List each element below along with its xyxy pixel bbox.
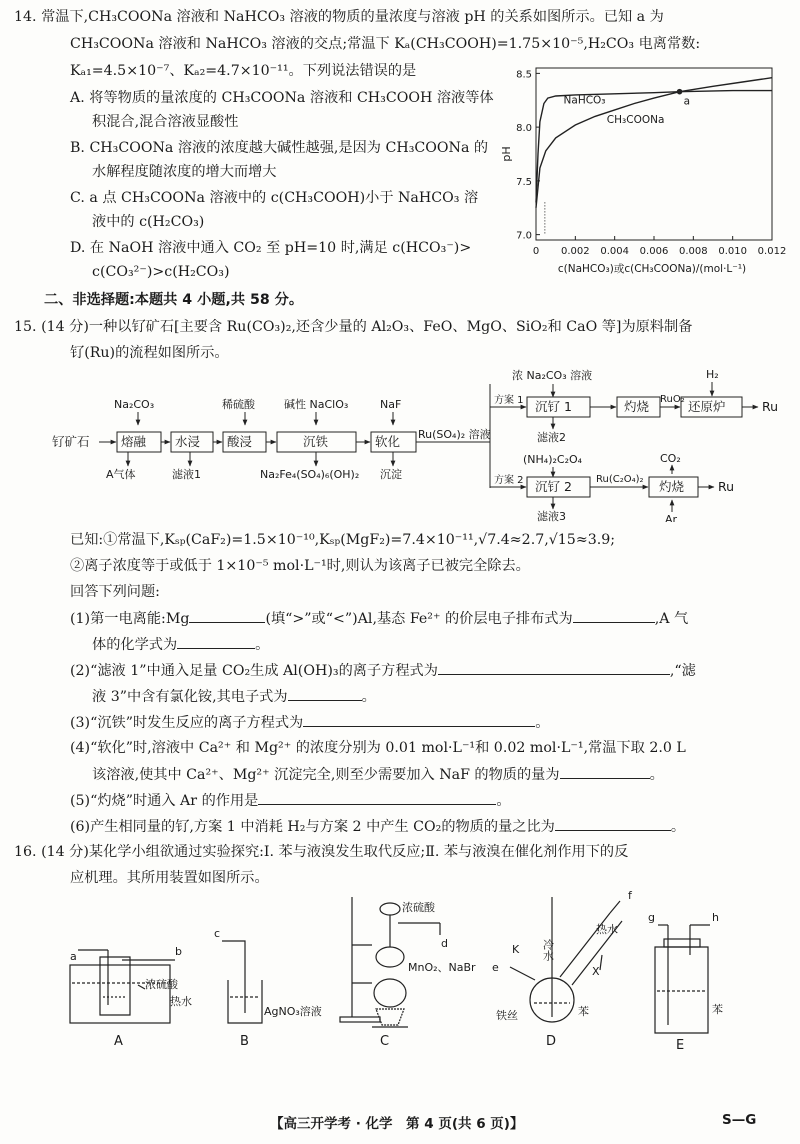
apparatus-d xyxy=(510,897,622,1022)
plan-1-mid: RuO₂ xyxy=(660,394,685,405)
port-x: X xyxy=(592,965,600,978)
q14-option-c: C. a 点 CH₃COONa 溶液中的 c(CH₃COOH)小于 NaHCO₃ 溶 xyxy=(70,190,479,206)
x-tick-label: 0.010 xyxy=(718,246,747,257)
answer-blank-1b[interactable] xyxy=(573,608,655,623)
apparatus-c-label: C xyxy=(380,1034,390,1049)
apparatus-e-label: E xyxy=(676,1038,685,1053)
plan-2-label: 方案 2 xyxy=(494,475,524,486)
q14-option-d: D. 在 NaOH 溶液中通入 CO₂ 至 pH=10 时,满足 c(HCO₃⁻)> xyxy=(70,240,472,256)
x-tick-label: 0.012 xyxy=(757,246,787,257)
plan-1-waste: 滤液2 xyxy=(537,431,566,444)
x-tick-label: 0.002 xyxy=(561,246,590,257)
q14-option-a: A. 将等物质的量浓度的 CH₃COONa 溶液和 CH₃COOH 溶液等体 xyxy=(70,90,494,106)
q15-6: (6)产生相同量的钌,方案 1 中消耗 H₂与方案 2 中产生 CO₂的物质的量之比为 。 xyxy=(70,816,685,837)
flow-step-3: 酸浸 xyxy=(227,434,253,449)
reagent-3: 碱性 NaClO₃ xyxy=(284,398,349,411)
x-tick-label: 0.004 xyxy=(600,246,629,257)
port-d: d xyxy=(441,937,448,950)
series-line-nahco3 xyxy=(536,91,772,203)
q15-5: (5)“灼烧”时通入 Ar 的作用是 。 xyxy=(70,790,511,811)
port-c: c xyxy=(214,927,221,940)
answer-blank-6[interactable] xyxy=(555,816,671,831)
answer-prompt: 回答下列问题: xyxy=(70,584,160,600)
flow-step-2: 水浸 xyxy=(175,434,201,449)
footer-code: S—G xyxy=(722,1112,757,1128)
out-1: A气体 xyxy=(106,468,136,481)
q15-4-line-1: (4)“软化”时,溶液中 Ca²⁺ 和 Mg²⁺ 的浓度分别为 0.01 mol·L⁻¹和 0.02 mol·L⁻¹,常温下取 2.0 L xyxy=(70,740,686,756)
y-tick-label: 8.5 xyxy=(516,69,532,81)
plan-1-reagent: 浓 Na₂CO₃ 溶液 xyxy=(512,369,593,382)
legend-nahco3: NaHCO₃ xyxy=(563,94,606,107)
y-tick-label: 7.5 xyxy=(516,176,532,188)
answer-blank-2a[interactable] xyxy=(438,660,670,675)
flow-mid: Ru(SO₄)₂ 溶液 xyxy=(418,428,491,441)
apparatus-e xyxy=(655,925,710,1033)
q14-option-b: B. CH₃COONa 溶液的浓度越大碱性越强,是因为 CH₃COONa 的 xyxy=(70,140,489,156)
flow-step-1: 熔融 xyxy=(121,434,147,449)
y-axis-label: pH xyxy=(500,146,513,162)
out-2: 滤液1 xyxy=(172,468,201,481)
q14-option-a-cont: 积混合,混合溶液显酸性 xyxy=(92,114,239,130)
port-f: f xyxy=(628,889,632,902)
x-axis-label: c(NaHCO₃)或c(CH₃COONa)/(mol·L⁻¹) xyxy=(557,263,747,275)
q14-line-2: CH₃COONa 溶液和 NaHCO₃ 溶液的交点;常温下 Kₐ(CH₃COOH)=1.75×10⁻⁵,H₂CO₃ 电离常数: xyxy=(70,36,701,52)
section-2-title: 二、非选择题:本题共 4 小题,共 58 分。 xyxy=(44,292,304,308)
flow-start: 钌矿石 xyxy=(52,434,90,449)
label-c-reagents: MnO₂、NaBr xyxy=(408,961,476,974)
label-d-hot-water: 热水 xyxy=(596,923,618,936)
plan-2-mid: Ru(C₂O₄)₂ xyxy=(596,474,644,485)
port-e: e xyxy=(492,961,499,974)
point-a-label: a xyxy=(683,95,691,108)
legend-ch3coona: CH₃COONa xyxy=(606,113,665,126)
answer-blank-5[interactable] xyxy=(258,790,496,805)
apparatus-b xyxy=(222,941,262,1023)
label-e-benzene: 苯 xyxy=(712,1003,723,1016)
answer-blank-1c[interactable] xyxy=(177,634,255,649)
label-d-iron: 铁丝 xyxy=(496,1009,518,1022)
plan-2-gas-out: CO₂ xyxy=(660,452,681,465)
flow-step-4: 沉铁 xyxy=(303,434,329,449)
x-tick-label: 0.008 xyxy=(679,246,708,257)
q15-intro-2: 钌(Ru)的流程如图所示。 xyxy=(70,345,229,361)
port-a: a xyxy=(70,950,77,963)
reagent-4: NaF xyxy=(380,398,402,411)
q14-option-b-cont: 水解程度随浓度的增大而增大 xyxy=(92,164,277,180)
plan-1-step-3: 还原炉 xyxy=(688,399,726,414)
reagent-2: 稀硫酸 xyxy=(222,398,255,411)
port-h: h xyxy=(712,911,719,924)
answer-blank-4[interactable] xyxy=(560,764,650,779)
q16-intro-1: 16. (14 分)某化学小组欲通过实验探究:Ⅰ. 苯与液溴发生取代反应;Ⅱ. 苯与液溴在催化剂作用下的反 xyxy=(14,844,629,860)
plan-2-step-1: 沉钌 2 xyxy=(535,479,572,494)
q15-4-line-2: 该溶液,使其中 Ca²⁺、Mg²⁺ 沉淀完全,则至少需要加入 NaF 的物质的量为 。 xyxy=(92,764,664,785)
label-d-cold-water: 冷水 xyxy=(541,939,555,961)
out-4: 沉淀 xyxy=(380,468,402,481)
plan-1-gas: H₂ xyxy=(706,368,719,381)
port-k: K xyxy=(512,943,520,956)
q15-1-line-1: (1)第一电离能:Mg (填“>”或“<”)Al,基态 Fe²⁺ 的价层电子排布式为 ,A 气 xyxy=(70,608,688,629)
plan-2-waste: 滤液3 xyxy=(537,510,566,522)
y-tick-label: 8.0 xyxy=(516,123,532,135)
ph-chart xyxy=(498,60,788,288)
q15-3: (3)“沉铁”时发生反应的离子方程式为 。 xyxy=(70,712,549,733)
plan-1-final: Ru xyxy=(762,399,779,414)
q15-2-line-1: (2)“滤液 1”中通入足量 CO₂生成 Al(OH)₃的离子方程式为 ,“滤 xyxy=(70,660,696,681)
label-b-solution: AgNO₃溶液 xyxy=(264,1005,322,1018)
q16-intro-2: 应机理。其所用装置如图所示。 xyxy=(70,870,269,886)
answer-blank-2b[interactable] xyxy=(288,686,362,701)
port-b: b xyxy=(175,945,182,958)
reagent-1: Na₂CO₃ xyxy=(114,398,155,411)
answer-blank-3[interactable] xyxy=(303,712,535,727)
plan-2-gas-in: Ar xyxy=(665,513,678,522)
answer-blank-1a[interactable] xyxy=(189,608,265,623)
port-g: g xyxy=(648,911,655,924)
label-a-acid: 浓硫酸 xyxy=(145,978,178,991)
q14-line-3: Kₐ₁=4.5×10⁻⁷、Kₐ₂=4.7×10⁻¹¹。下列说法错误的是 xyxy=(70,63,417,79)
point-a xyxy=(677,89,683,95)
label-d-benzene: 苯 xyxy=(578,1005,589,1018)
plan-2-reagent: (NH₄)₂C₂O₄ xyxy=(523,453,583,466)
apparatus-b-label: B xyxy=(240,1034,249,1049)
q14-option-c-cont: 液中的 c(H₂CO₃) xyxy=(92,214,205,230)
apparatus-figure xyxy=(0,885,800,1090)
q14-line-1: 14. 常温下,CH₃COONa 溶液和 NaHCO₃ 溶液的物质的量浓度与溶液 pH 的关系如图所示。已知 a 为 xyxy=(14,9,664,25)
apparatus-a-label: A xyxy=(114,1034,123,1049)
flow-step-5: 软化 xyxy=(375,434,401,449)
known-2: ②离子浓度等于或低于 1×10⁻⁵ mol·L⁻¹时,则认为该离子已被完全除去。 xyxy=(70,558,530,574)
footer-page-info: 【高三开学考 · 化学 第 4 页(共 6 页)】 xyxy=(270,1116,524,1132)
plan-2-step-2: 灼烧 xyxy=(659,479,685,494)
label-c-acid: 浓硫酸 xyxy=(402,901,435,914)
x-tick-label: 0 xyxy=(532,246,540,257)
x-tick-label: 0.006 xyxy=(639,246,669,257)
apparatus-d-label: D xyxy=(546,1034,557,1049)
plan-1-step-2: 灼烧 xyxy=(624,399,650,414)
label-a-water: 热水 xyxy=(170,995,192,1008)
plan-1-label: 方案 1 xyxy=(494,395,524,406)
q14-option-d-cont: c(CO₃²⁻)>c(H₂CO₃) xyxy=(92,264,230,280)
q15-1-line-2: 体的化学式为 。 xyxy=(92,634,269,655)
known-1: 已知:①常温下,Kₛₚ(CaF₂)=1.5×10⁻¹⁰,Kₛₚ(MgF₂)=7.4×10⁻¹¹,√7.4≈2.7,√15≈3.9; xyxy=(70,532,616,548)
y-tick-label: 7.0 xyxy=(516,230,532,242)
q15-2-line-2: 液 3”中含有氯化铵,其电子式为 。 xyxy=(92,686,376,707)
plan-1-step-1: 沉钌 1 xyxy=(535,399,572,414)
plan-2-final: Ru xyxy=(718,479,735,494)
process-flowchart xyxy=(0,362,800,522)
q15-intro-1: 15. (14 分)一种以钌矿石[主要含 Ru(CO₃)₂,还含少量的 Al₂O₃、FeO、MgO、SiO₂和 CaO 等]为原料制备 xyxy=(14,319,693,335)
out-3: Na₂Fe₄(SO₄)₆(OH)₂ xyxy=(260,468,360,481)
